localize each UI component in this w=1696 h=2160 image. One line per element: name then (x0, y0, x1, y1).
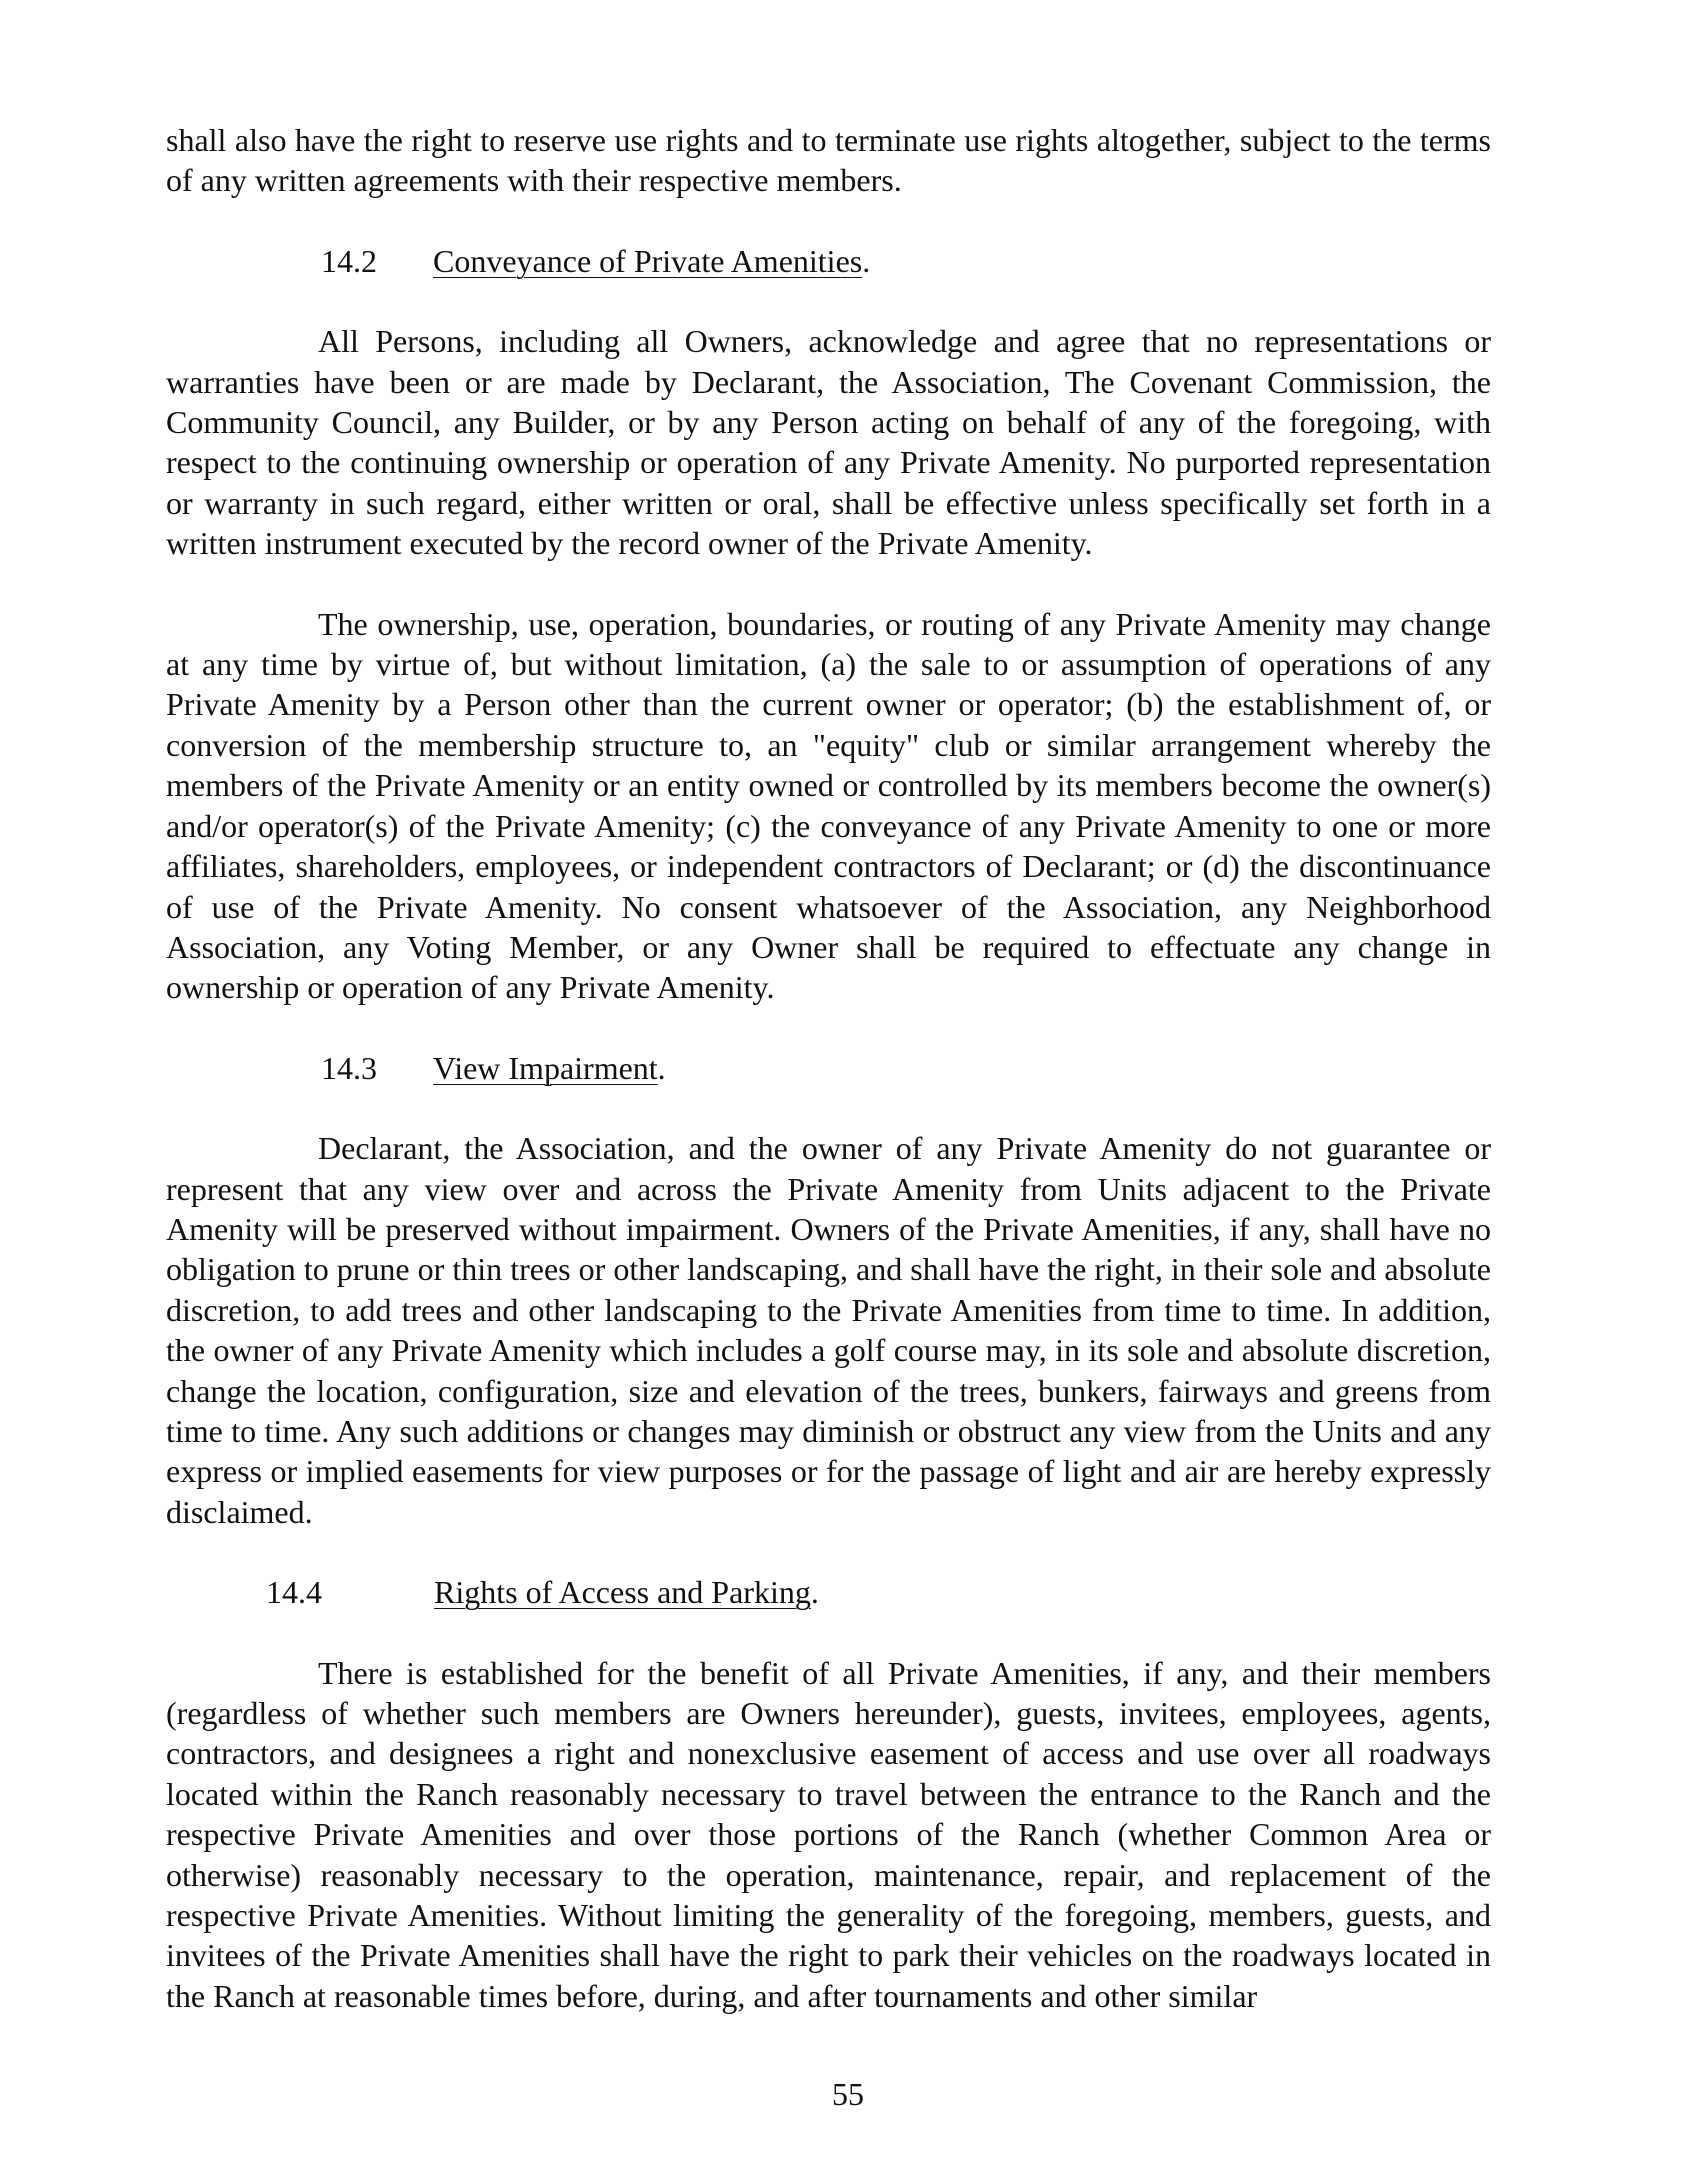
section-title: View Impairment (433, 1049, 658, 1086)
paragraph-14-2-a: All Persons, including all Owners, acknowledge and agree that no representations or warranties have been or are made by Declarant, the Association, The Covenant Commission, the Community Council, any Builder, or by any Person acting on behalf of any of the foregoing, with respect to the continuing ownership or operation of any Private Amenity. No purported representation or warranty in such regard, either written or oral, shall be effective unless specifically set forth in a written instrument executed by the record owner of the Private Amenity. (166, 323, 1491, 562)
document-body (166, 120, 1491, 2056)
section-heading-14-3 (166, 1048, 1491, 1088)
continuation-paragraph: shall also have the right to reserve use rights and to terminate use rights altogether, subject to the terms of any written agreements with their respective members. (166, 122, 1491, 199)
section-heading-14-2 (166, 241, 1491, 281)
section-title: Rights of Access and Parking (434, 1574, 811, 1611)
paragraph-14-4-a: There is established for the benefit of all Private Amenities, if any, and their members (regardless of whether such members are Owners hereunder), guests, invitees, employees, agents, contractors, and designees a right and nonexclusive easement of access and use over all roadways located within the Ranch reasonably necessary to travel between the entrance to the Ranch and the respective Private Amenities and over those portions of the Ranch (whether Common Area or otherwise) reasonably necessary to the operation, maintenance, repair, and replacement of the respective Private Amenities. Without limiting the generality of the foregoing, members, guests, and invitees of the Private Amenities shall have the right to park their vehicles on the roadways located in the Ranch at reasonable times before, during, and after tournaments and other similar (166, 1654, 1491, 2014)
section-number: 14.4 (266, 1574, 322, 1611)
paragraph-14-3-a: Declarant, the Association, and the owner of any Private Amenity do not guarantee or represent that any view over and across the Private Amenity from Units adjacent to the Private Amenity will be preserved without impairment. Owners of the Private Amenities, if any, shall have no obligation to prune or thin trees or other landscaping, and shall have the right, in their sole and absolute discretion, to add trees and other landscaping to the Private Amenities from time to time. In addition, the owner of any Private Amenity which includes a golf course may, in its sole and absolute discretion, change the location, configuration, size and elevation of the trees, bunkers, fairways and greens from time to time. Any such additions or changes may diminish or obstruct any view from the Units and any express or implied easements for view purposes or for the passage of light and air are hereby expressly disclaimed. (166, 1130, 1491, 1530)
section-title-period: . (862, 242, 871, 279)
section-title: Conveyance of Private Amenities (433, 242, 863, 279)
section-title-period: . (810, 1574, 819, 1611)
section-heading-14-4 (166, 1572, 1491, 1612)
paragraph-14-2-b: The ownership, use, operation, boundaries, or routing of any Private Amenity may change at any time by virtue of, but without limitation, (a) the sale to or assumption of operations of any Private Amenity by a Person other than the current owner or operator; (b) the establishment of, or conversion of the membership structure to, an "equity" club or similar arrangement whereby the members of the Private Amenity or an entity owned or controlled by its members become the owner(s) and/or operator(s) of the Private Amenity; (c) the conveyance of any Private Amenity to one or more affiliates, shareholders, employees, or independent contractors of Declarant; or (d) the discontinuance of use of the Private Amenity. No consent whatsoever of the Association, any Neighborhood Association, any Voting Member, or any Owner shall be required to effectuate any change in ownership or operation of any Private Amenity. (166, 605, 1491, 1006)
section-number: 14.2 (321, 242, 377, 279)
section-title-period: . (657, 1049, 666, 1086)
section-number: 14.3 (321, 1049, 377, 1086)
page-number: 55 (832, 2076, 864, 2112)
